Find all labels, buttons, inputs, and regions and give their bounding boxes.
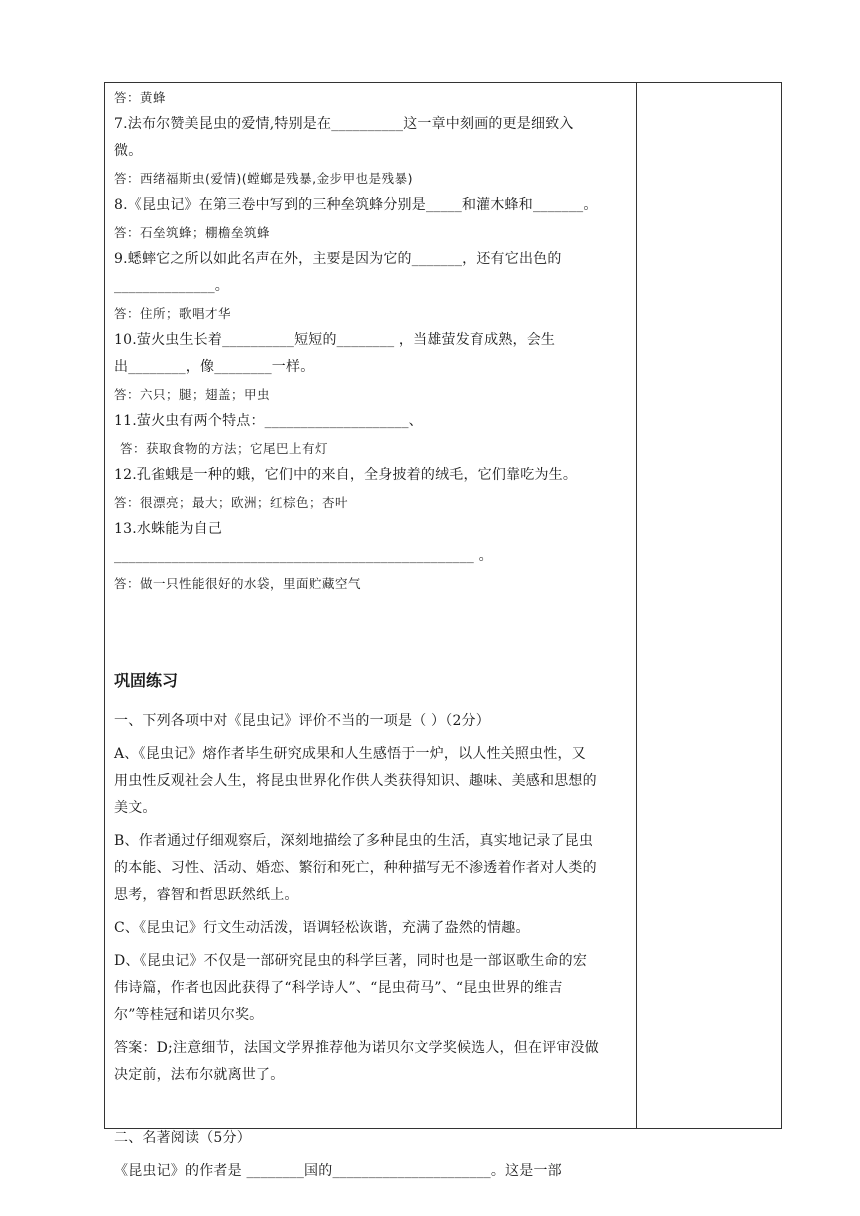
option-d: D、《昆虫记》不仅是一部研究昆虫的科学巨著，同时也是一部讴歌生命的宏 [114,953,588,969]
spacer [114,694,628,708]
answer-line: 答：住所；歌唱才华 [114,306,232,321]
question-line: 7.法布尔赞美昆虫的爱情,特别是在__________这一章中刻画的更是细致入 [114,116,574,132]
exercise2-title: 二、名著阅读（5分） [114,1130,251,1146]
option-a: 用虫性反观社会人生，将昆虫世界化作供人类获得知识、趣味、美感和思想的 [114,773,597,789]
option-a: A、《昆虫记》熔作者毕生研究成果和人生感悟于一炉，以人性关照虫性，又 [114,746,586,762]
question-line: 12.孔雀蛾是一种的蛾，它们中的来自，全身披着的绒毛，它们靠吃为生。 [114,467,578,483]
answer-line: 答：做一只性能很好的水袋，里面贮藏空气 [114,576,362,591]
option-b: 思考，睿智和哲思跃然纸上。 [114,887,299,903]
column-divider [636,82,637,1129]
option-d: 伟诗篇，作者也因此获得了“科学诗人”、“昆虫荷马”、“昆虫世界的维吉 [114,980,563,996]
question-line: ______________。 [114,278,229,294]
question-line: 11.萤火虫有两个特点：____________________、 [114,413,423,429]
answer-line: 答：石垒筑蜂；棚檐垒筑蜂 [114,225,271,240]
answer-line: 答：六只；腿；翅盖；甲虫 [114,387,271,402]
exercise2-line: 《昆虫记》的作者是 ________国的______________________。这是一部 [114,1163,562,1179]
option-b: B、作者通过仔细观察后，深刻地描绘了多种昆虫的生活，真实地记录了昆虫 [114,833,594,849]
section-title: 巩固练习 [114,671,179,690]
question-line: 10.萤火虫生长着__________短短的________ ，当雄萤发育成熟，会生 [114,332,556,348]
answer-line: 答：黄蜂 [114,90,167,105]
option-b: 的本能、习性、活动、婚恋、繁衍和死亡，种种描写无不渗透着作者对人类的 [114,860,597,876]
answer-line: 答：获取食物的方法；它尾巴上有灯 [120,441,329,456]
exercise1-question: 一、下列各项中对《昆虫记》评价不当的一项是（ ）（2分） [114,713,490,729]
spacer [114,597,628,667]
exercise1-answer: 决定前，法布尔就离世了。 [114,1067,285,1083]
question-line: 13.水蛛能为自己 [114,521,223,537]
spacer [114,1089,628,1125]
option-d: 尔”等桂冠和诺贝尔奖。 [114,1007,264,1023]
question-line: 出________，像________一样。 [114,359,315,375]
question-line: 微。 [114,143,143,159]
answer-line: 答：西绪福斯虫(爱情)(螳螂是残暴,金步甲也是残暴) [114,171,413,186]
exercise1-answer: 答案：D;注意细节，法国文学界推荐他为诺贝尔文学奖候选人，但在评审没做 [114,1040,599,1056]
worksheet-content [114,84,628,1185]
option-c: C、《昆虫记》行文生动活泼，语调轻松诙谐，充满了盎然的情趣。 [114,920,530,936]
question-line: __________________________________________________ 。 [114,548,493,564]
question-line: 9.蟋蟀它之所以如此名声在外，主要是因为它的_______，还有它出色的 [114,251,562,267]
answer-line: 答：很漂亮；最大；欧洲；红棕色；杏叶 [114,495,349,510]
option-a: 美文。 [114,800,157,816]
question-line: 8.《昆虫记》在第三卷中写到的三种垒筑蜂分别是_____和灌木蜂和_______。 [114,197,598,213]
